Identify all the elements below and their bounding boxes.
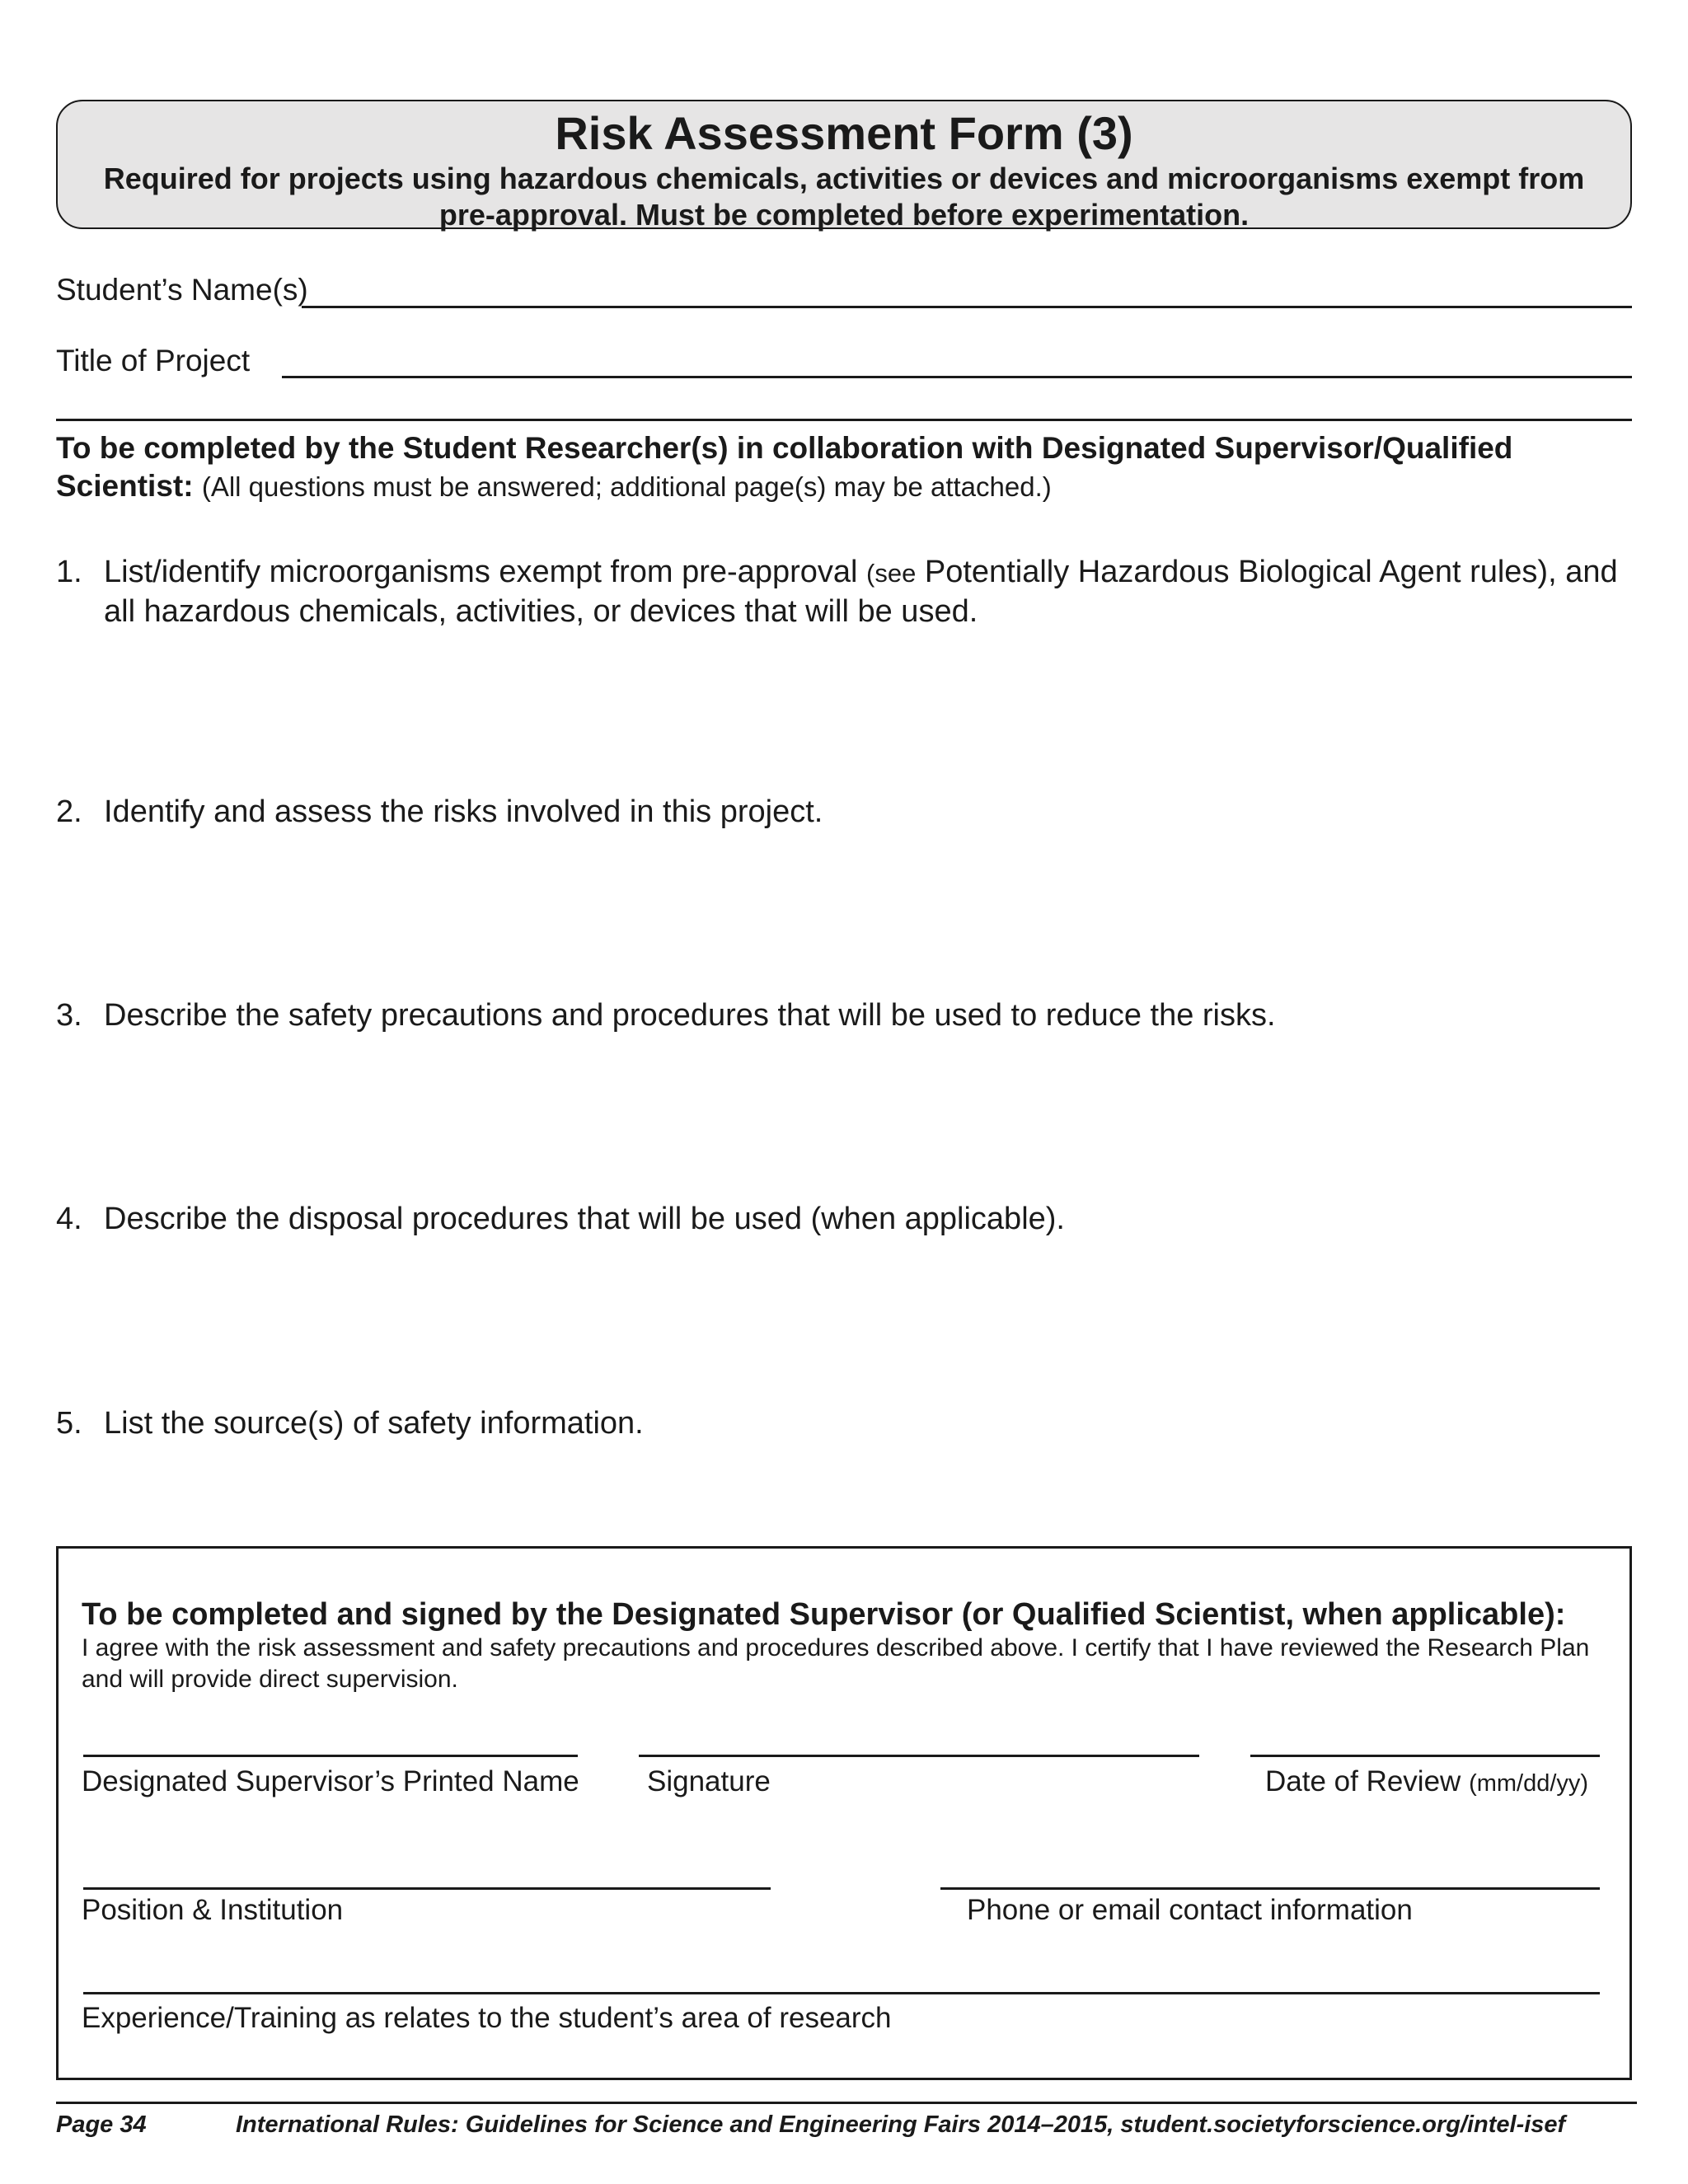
position-line[interactable] — [83, 1887, 771, 1890]
date-label: Date of Review (mm/dd/yy) — [1265, 1765, 1589, 1797]
question-5 — [56, 1404, 1622, 1442]
project-title-label: Title of Project — [56, 344, 251, 377]
signature-label: Signature — [647, 1765, 771, 1797]
printed-name-label: Designated Supervisor’s Printed Name — [82, 1765, 579, 1797]
question-number: 3. — [56, 998, 82, 1033]
question-text: Identify and assess the risks involved in this project. — [104, 794, 823, 829]
experience-line[interactable] — [83, 1992, 1600, 1994]
question-number: 4. — [56, 1202, 82, 1236]
form-header — [56, 100, 1632, 232]
student-instructions — [56, 429, 1630, 506]
question-3 — [56, 996, 1622, 1034]
supervisor-signature-box — [56, 1546, 1632, 2080]
question-number: 1. — [56, 555, 82, 589]
date-line[interactable] — [1250, 1755, 1600, 1757]
question-2 — [56, 793, 1622, 831]
question-text: List the source(s) of safety information. — [104, 1406, 644, 1441]
students-name-line[interactable] — [302, 306, 1632, 308]
footer-divider — [56, 2102, 1637, 2104]
student-instructions-note: (All questions must be answered; additional page(s) may be attached.) — [201, 471, 1052, 502]
project-title-line[interactable] — [282, 376, 1632, 378]
question-1 — [56, 553, 1622, 630]
page-number: Page 34 — [56, 2111, 147, 2138]
experience-label: Experience/Training as relates to the student’s area of research — [82, 2002, 892, 2034]
form-subtitle: Required for projects using hazardous chemicals, activities or devices and microorganisms exempt from pre-approval. Must be completed before experimentation. — [103, 162, 1585, 232]
question-number: 5. — [56, 1406, 82, 1441]
contact-line[interactable] — [940, 1887, 1600, 1890]
question-number: 2. — [56, 794, 82, 829]
position-label: Position & Institution — [82, 1894, 344, 1926]
supervisor-heading: To be completed and signed by the Designated Supervisor (or Qualified Scientist, when applicable): — [82, 1597, 1566, 1632]
question-text: Describe the disposal procedures that will be used (when applicable). — [104, 1202, 1065, 1236]
student-instructions-bold: To be completed by the Student Researcher(s) in collaboration with Designated Supervisor/Qualified Scientist: — [56, 431, 1513, 503]
question-text: List/identify microorganisms exempt from pre-approval (see Potentially Hazardous Biological Agent rules), and all hazardous chemicals, activities, or devices that will be used. — [104, 555, 1618, 629]
project-title-line-2[interactable] — [56, 419, 1632, 421]
contact-label: Phone or email contact information — [967, 1894, 1413, 1926]
question-4 — [56, 1200, 1622, 1238]
supervisor-statement: I agree with the risk assessment and safety precautions and procedures described above. I certify that I have reviewed the Research Plan and will provide direct supervision. — [82, 1634, 1590, 1693]
footer-citation: International Rules: Guidelines for Science and Engineering Fairs 2014–2015, student.societyforscience.org/intel-isef — [236, 2111, 1566, 2138]
signature-line[interactable] — [639, 1755, 1199, 1757]
students-name-label: Student’s Name(s) — [56, 273, 308, 307]
form-title: Risk Assessment Form (3) — [555, 107, 1133, 159]
question-text: Describe the safety precautions and procedures that will be used to reduce the risks. — [104, 998, 1276, 1033]
printed-name-line[interactable] — [83, 1755, 578, 1757]
